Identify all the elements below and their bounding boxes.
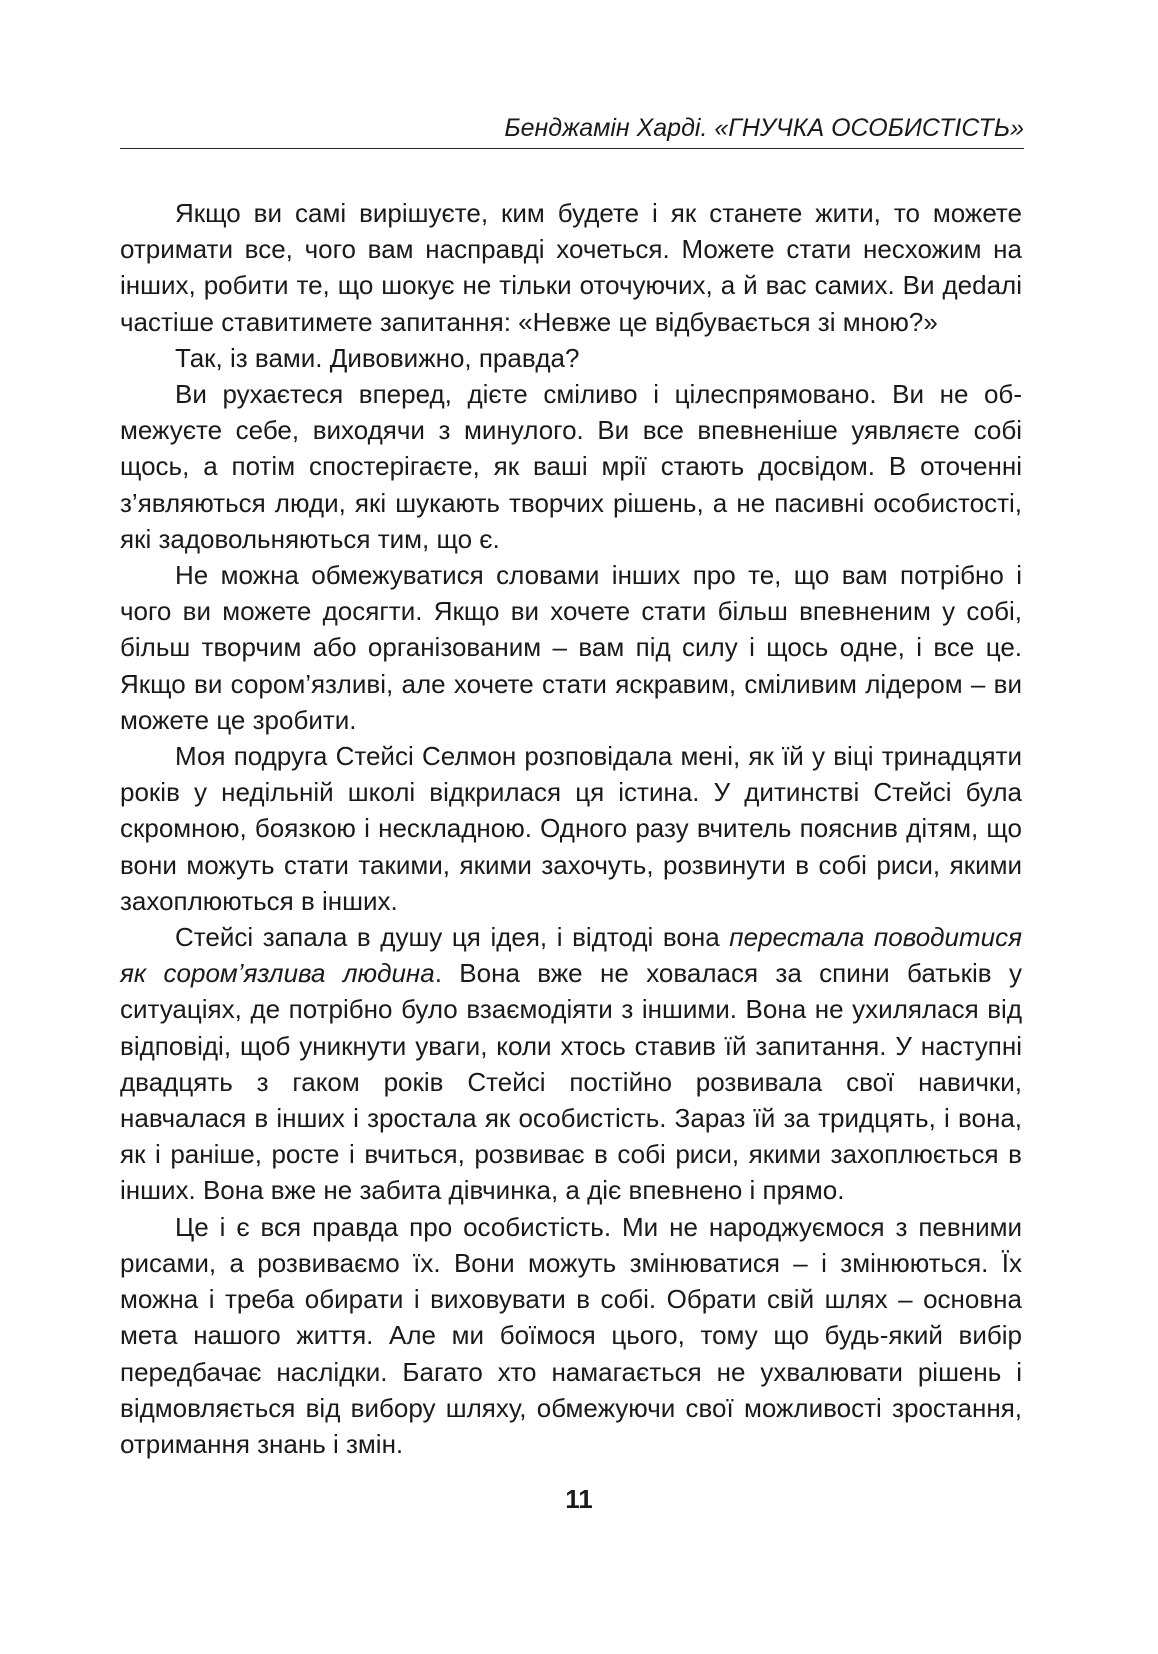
body-text — [120, 195, 1022, 1462]
paragraph-6-italic: перестала поводитися як сором’язлива людина — [120, 922, 1023, 989]
paragraph-2: Так, із вами. Дивовижно, правда? — [175, 342, 580, 373]
paragraph-6-before: Стейсі запала в душу ця ідея, і відтоді вона — [175, 922, 730, 953]
paragraph-6 — [120, 919, 1022, 1209]
paragraph-6-after: . Вона вже не ховалася за спини батьків у ситуаціях, де потрібно було взаємодіяти з іншими. Вона не ухилялася від відповіді, щоб уникнути уваги, коли хтось ставив їй запитання. У наступні двадцять з гаком років Стейсі постійно розвивала свої навички, навчалася в інших і зростала як особистість. Зараз їй за тридцять, і вона, як і раніше, росте і вчиться, розвиває в собі риси, якими захоплюється в інших. Вона вже не забита дівчинка, а діє впевнено і прямо. — [120, 958, 1022, 1206]
paragraph-3: Ви рухаєтеся вперед, дієте сміливо і цілеспрямовано. Ви не обмежуєте себе, виходячи з минулого. Ви все впевненіше уявляєте собі щось, а потім спостерігаєте, як ваші мрії стають досвідом. В оточенні з’являються люди, які шукають творчих рішень, а не пасивні особистості, які задовольняються тим, що є. — [120, 379, 1022, 554]
header-book-title: «ГНУЧКА ОСОБИСТІСТЬ» — [714, 114, 1024, 142]
page-number: 11 — [565, 1484, 593, 1514]
paragraph-1: Якщо ви самі вирішуєте, ким будете і як станете жити, то можете отримати все, чого вам насправді хочеться. Можете стати несхожим на інших, робити те, що шокує не тільки оточуючих, а й вас самих. Ви деdалі частіше ставитимете запитання: «Невже це відбувається зі мною?» — [120, 198, 1022, 337]
header-rule — [120, 148, 1024, 149]
paragraph-5: Моя подруга Стейсі Селмон розповідала мені, як їй у віці тринадцяти років у недільній школі відкрилася ця істина. У дитинстві Стейсі була скромною, боязкою і нескладною. Одного разу вчитель пояснив дітям, що вони можуть стати такими, якими захочуть, розвинути в собі риси, якими захоплюються в інших. — [120, 741, 1022, 916]
header-author-title: Бенджамін Харді. — [504, 114, 715, 142]
paragraph-7: Це і є вся правда про особистість. Ми не народжуємося з певними рисами, а розвиваємо їх. Вони можуть змінюватися – і змінюються. Їх можна і треба обирати і виховувати в собі. Обрати свій шлях – основна мета нашого життя. Але ми боїмося цього, тому що будь-який вибір передбачає наслідки. Багато хто намагається не ухвалювати рішень і відмовляється від вибору шляху, обмежуючи свої можливості зростання, отримання знань і змін. — [120, 1211, 1022, 1459]
running-header — [120, 112, 1024, 150]
paragraph-4: Не можна обмежуватися словами інших про те, що вам потрібно і чого ви можете досягти. Якщо ви хочете стати більш впевненим у собі, більш творчим або організованим – вам під силу і щось одне, і все це. Якщо ви сором’язливі, але хочете стати яскравим, сміливим лідером – ви можете це зробити. — [120, 560, 1022, 735]
